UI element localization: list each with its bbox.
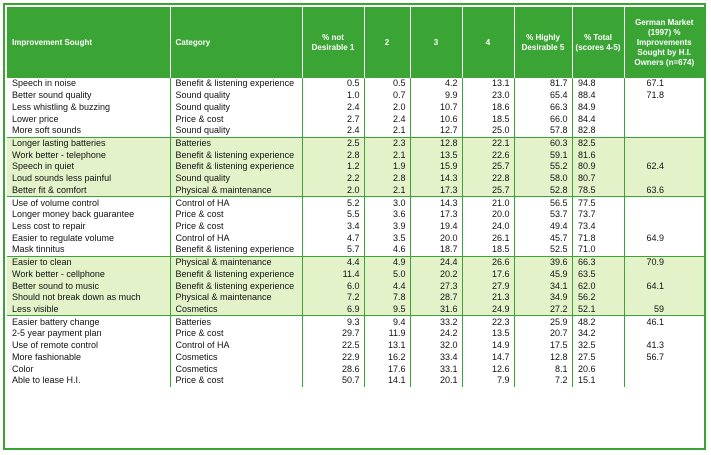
cell-col5: 66.3 [514,101,572,113]
cell-col5: 66.0 [514,113,572,125]
table-body [7,78,704,387]
cell-improvement: Loud sounds less painful [7,173,170,185]
cell-total: 15.1 [572,375,624,387]
cell-col4: 14.9 [462,340,514,352]
cell-col4: 22.8 [462,173,514,185]
cell-col1: 22.9 [302,352,364,364]
cell-col1: 1.2 [302,161,364,173]
cell-col3: 17.3 [410,209,462,221]
cell-german [624,149,704,161]
cell-col5: 45.9 [514,269,572,281]
cell-col3: 13.5 [410,149,462,161]
cell-col3: 15.9 [410,161,462,173]
cell-total: 34.2 [572,328,624,340]
cell-total: 84.9 [572,101,624,113]
cell-col5: 52.5 [514,244,572,256]
cell-category: Control of HA [170,340,302,352]
cell-col3: 33.1 [410,363,462,375]
cell-col3: 19.4 [410,221,462,233]
cell-total: 73.7 [572,209,624,221]
cell-col3: 20.1 [410,375,462,387]
cell-col5: 25.9 [514,316,572,328]
cell-col4: 18.5 [462,113,514,125]
cell-col4: 13.5 [462,328,514,340]
table-row [7,90,704,102]
table-row [7,292,704,304]
header-col2: 2 [364,7,410,78]
table-row [7,125,704,137]
table-row [7,173,704,185]
cell-total: 32.5 [572,340,624,352]
table-row [7,256,704,268]
cell-col2: 9.5 [364,304,410,316]
cell-total: 77.5 [572,197,624,209]
cell-col5: 49.4 [514,221,572,233]
cell-col2: 2.0 [364,101,410,113]
cell-col2: 2.1 [364,149,410,161]
table-row [7,244,704,256]
table-row [7,232,704,244]
cell-col5: 52.8 [514,184,572,196]
cell-category: Sound quality [170,125,302,137]
cell-german: 64.9 [646,232,664,243]
cell-col5: 39.6 [514,256,572,268]
cell-category: Cosmetics [170,352,302,364]
cell-german [624,209,704,221]
cell-col1: 7.2 [302,292,364,304]
cell-german [624,137,704,149]
cell-german [624,375,704,387]
cell-total: 71.0 [572,244,624,256]
cell-col1: 2.2 [302,173,364,185]
cell-col4: 13.1 [462,78,514,90]
cell-category: Price & cost [170,113,302,125]
cell-category: Physical & maintenance [170,256,302,268]
cell-col5: 17.5 [514,340,572,352]
cell-col3: 20.0 [410,232,462,244]
table-row [7,101,704,113]
cell-col4: 25.0 [462,125,514,137]
cell-col3: 24.4 [410,256,462,268]
table-row [7,304,704,316]
cell-col5: 12.8 [514,352,572,364]
cell-german: 71.8 [646,90,664,101]
cell-col2: 2.3 [364,137,410,149]
cell-total: 80.9 [572,161,624,173]
table-frame [3,3,706,450]
cell-col2: 0.5 [364,78,410,90]
cell-improvement: Longer money back guarantee [7,209,170,221]
cell-improvement: Less cost to repair [7,221,170,233]
cell-col3: 33.4 [410,352,462,364]
table-row [7,113,704,125]
cell-category: Batteries [170,137,302,149]
cell-col1: 29.7 [302,328,364,340]
table-row [7,221,704,233]
cell-total: 81.6 [572,149,624,161]
cell-improvement: More fashionable [7,352,170,364]
cell-category: Benefit & listening experience [170,149,302,161]
cell-col3: 28.7 [410,292,462,304]
table-row [7,269,704,281]
cell-category: Cosmetics [170,304,302,316]
cell-col4: 7.9 [462,375,514,387]
cell-col2: 7.8 [364,292,410,304]
cell-col2: 11.9 [364,328,410,340]
cell-col3: 24.2 [410,328,462,340]
cell-col2: 2.1 [364,184,410,196]
cell-improvement: Easier to regulate volume [7,232,170,244]
cell-col2: 1.9 [364,161,410,173]
cell-col3: 14.3 [410,173,462,185]
cell-col1: 50.7 [302,375,364,387]
cell-col1: 3.4 [302,221,364,233]
cell-improvement: Speech in noise [7,78,170,90]
cell-col1: 4.4 [302,256,364,268]
cell-col4: 26.6 [462,256,514,268]
cell-col2: 2.8 [364,173,410,185]
cell-german: 59 [624,304,704,316]
cell-improvement: Easier to clean [7,256,170,268]
cell-improvement: Less visible [7,304,170,316]
cell-german [624,292,704,304]
header-col1: % not Desirable 1 [302,7,364,78]
cell-col5: 57.8 [514,125,572,137]
cell-german [624,328,704,340]
cell-col3: 31.6 [410,304,462,316]
table-row [7,184,704,196]
table-row [7,161,704,173]
cell-col5: 8.1 [514,363,572,375]
cell-improvement: Easier battery change [7,316,170,328]
cell-col5: 58.0 [514,173,572,185]
cell-total: 80.7 [572,173,624,185]
cell-col1: 2.8 [302,149,364,161]
cell-category: Price & cost [170,375,302,387]
cell-improvement: Mask tinnitus [7,244,170,256]
header-total: % Total (scores 4-5) [572,7,624,78]
table-row [7,352,704,364]
cell-col5: 53.7 [514,209,572,221]
cell-col4: 22.6 [462,149,514,161]
cell-total: 82.5 [572,137,624,149]
cell-col3: 20.2 [410,269,462,281]
cell-category: Sound quality [170,90,302,102]
cell-col5: 60.3 [514,137,572,149]
cell-total: 94.8 [572,78,624,90]
cell-col4: 21.3 [462,292,514,304]
cell-german [624,221,704,233]
cell-col5: 65.4 [514,90,572,102]
cell-german: 63.6 [624,184,704,196]
cell-category: Physical & maintenance [170,184,302,196]
table-row [7,340,704,352]
cell-col1: 5.5 [302,209,364,221]
cell-col1: 2.0 [302,184,364,196]
cell-german [624,101,704,113]
cell-total: 73.4 [572,221,624,233]
cell-col1: 2.7 [302,113,364,125]
cell-col4: 26.1 [462,232,514,244]
cell-german: 41.3 [646,340,664,351]
cell-col3: 32.0 [410,340,462,352]
cell-improvement: Better fit & comfort [7,184,170,196]
cell-col1: 11.4 [302,269,364,281]
cell-improvement: Better sound quality [7,90,170,102]
cell-improvement: Use of remote control [7,340,170,352]
header-col5: % Highly Desirable 5 [514,7,572,78]
cell-total: 88.4 [572,90,624,102]
cell-col2: 9.4 [364,316,410,328]
cell-german [624,197,704,209]
table-row [7,78,704,90]
cell-german [624,363,704,375]
cell-col2: 13.1 [364,340,410,352]
cell-col5: 20.7 [514,328,572,340]
table-row [7,280,704,292]
cell-col4: 17.6 [462,269,514,281]
cell-category: Physical & maintenance [170,292,302,304]
cell-col5: 27.2 [514,304,572,316]
cell-category: Control of HA [170,232,302,244]
table-row [7,149,704,161]
cell-col3: 17.3 [410,184,462,196]
cell-col4: 21.0 [462,197,514,209]
cell-col2: 2.1 [364,125,410,137]
cell-col2: 0.7 [364,90,410,102]
header-col3: 3 [410,7,462,78]
cell-col2: 3.6 [364,209,410,221]
cell-german [624,244,704,256]
cell-col3: 10.7 [410,101,462,113]
cell-col4: 25.7 [462,184,514,196]
cell-category: Benefit & listening experience [170,269,302,281]
cell-col2: 4.6 [364,244,410,256]
cell-improvement: Work better - telephone [7,149,170,161]
cell-improvement: Able to lease H.I. [7,375,170,387]
cell-col1: 9.3 [302,316,364,328]
cell-total: 62.0 [572,280,624,292]
cell-col1: 1.0 [302,90,364,102]
cell-german: 62.4 [624,161,704,173]
table-row [7,197,704,209]
cell-german: 70.9 [624,256,704,268]
cell-col4: 24.0 [462,221,514,233]
table-row [7,363,704,375]
cell-improvement: Should not break down as much [7,292,170,304]
header-category: Category [170,7,302,78]
cell-col1: 2.4 [302,125,364,137]
cell-total: 71.8 [572,232,624,244]
cell-category: Benefit & listening experience [170,161,302,173]
cell-col4: 20.0 [462,209,514,221]
table-row [7,209,704,221]
cell-col2: 17.6 [364,363,410,375]
cell-col5: 81.7 [514,78,572,90]
cell-improvement: Less whistling & buzzing [7,101,170,113]
cell-col2: 3.0 [364,197,410,209]
cell-total: 63.5 [572,269,624,281]
cell-german [624,269,704,281]
cell-category: Batteries [170,316,302,328]
cell-german: 67.1 [646,78,664,89]
cell-category: Benefit & listening experience [170,280,302,292]
cell-col4: 25.7 [462,161,514,173]
cell-col4: 23.0 [462,90,514,102]
cell-col2: 2.4 [364,113,410,125]
cell-col2: 3.5 [364,232,410,244]
cell-col4: 12.6 [462,363,514,375]
cell-col4: 24.9 [462,304,514,316]
cell-col5: 45.7 [514,232,572,244]
cell-german [624,113,704,125]
cell-col3: 9.9 [410,90,462,102]
cell-col3: 4.2 [410,78,462,90]
cell-improvement: Color [7,363,170,375]
cell-total: 78.5 [572,184,624,196]
cell-col5: 34.9 [514,292,572,304]
cell-col1: 5.7 [302,244,364,256]
cell-category: Price & cost [170,221,302,233]
cell-col3: 10.6 [410,113,462,125]
cell-category: Sound quality [170,101,302,113]
cell-german [624,125,704,137]
cell-improvement: Speech in quiet [7,161,170,173]
cell-german: 56.7 [646,351,664,362]
cell-col1: 22.5 [302,340,364,352]
cell-col1: 2.5 [302,137,364,149]
cell-col3: 12.8 [410,137,462,149]
improvements-table [7,7,704,387]
cell-total: 84.4 [572,113,624,125]
header-col4: 4 [462,7,514,78]
cell-col3: 12.7 [410,125,462,137]
cell-total: 56.2 [572,292,624,304]
cell-col3: 33.2 [410,316,462,328]
cell-col1: 28.6 [302,363,364,375]
cell-col4: 18.5 [462,244,514,256]
cell-col1: 0.5 [302,78,364,90]
table-row [7,316,704,328]
cell-category: Price & cost [170,209,302,221]
cell-improvement: Work better - cellphone [7,269,170,281]
table-header [7,7,704,78]
cell-col5: 59.1 [514,149,572,161]
cell-col3: 27.3 [410,280,462,292]
cell-german: 64.1 [624,280,704,292]
cell-total: 52.1 [572,304,624,316]
cell-category: Benefit & listening experience [170,244,302,256]
cell-col2: 3.9 [364,221,410,233]
cell-col2: 5.0 [364,269,410,281]
cell-improvement: Lower price [7,113,170,125]
cell-total: 20.6 [572,363,624,375]
cell-col3: 14.3 [410,197,462,209]
cell-total: 66.3 [572,256,624,268]
cell-col4: 22.3 [462,316,514,328]
cell-col5: 55.2 [514,161,572,173]
cell-col1: 2.4 [302,101,364,113]
cell-improvement: Better sound to music [7,280,170,292]
cell-col3: 18.7 [410,244,462,256]
cell-improvement: 2-5 year payment plan [7,328,170,340]
cell-col4: 27.9 [462,280,514,292]
cell-col4: 18.6 [462,101,514,113]
cell-col2: 16.2 [364,352,410,364]
cell-col2: 4.9 [364,256,410,268]
table-row [7,328,704,340]
cell-col4: 14.7 [462,352,514,364]
cell-category: Cosmetics [170,363,302,375]
cell-col5: 56.5 [514,197,572,209]
header-german: German Market (1997) % Improvements Sought by H.I. Owners (n=674) [624,7,704,78]
cell-category: Price & cost [170,328,302,340]
cell-col5: 34.1 [514,280,572,292]
table-row [7,375,704,387]
table-row [7,137,704,149]
cell-category: Benefit & listening experience [170,78,302,90]
cell-col1: 5.2 [302,197,364,209]
cell-total: 48.2 [572,316,624,328]
cell-category: Sound quality [170,173,302,185]
cell-col1: 6.9 [302,304,364,316]
cell-col2: 4.4 [364,280,410,292]
cell-improvement: Use of volume control [7,197,170,209]
cell-category: Control of HA [170,197,302,209]
cell-german: 46.1 [646,316,664,327]
cell-improvement: Longer lasting batteries [7,137,170,149]
cell-col2: 14.1 [364,375,410,387]
cell-col1: 6.0 [302,280,364,292]
cell-col5: 7.2 [514,375,572,387]
cell-german [624,173,704,185]
cell-total: 82.8 [572,125,624,137]
cell-col1: 4.7 [302,232,364,244]
cell-improvement: More soft sounds [7,125,170,137]
cell-col4: 22.1 [462,137,514,149]
header-improvement: Improvement Sought [7,7,170,78]
cell-total: 27.5 [572,352,624,364]
